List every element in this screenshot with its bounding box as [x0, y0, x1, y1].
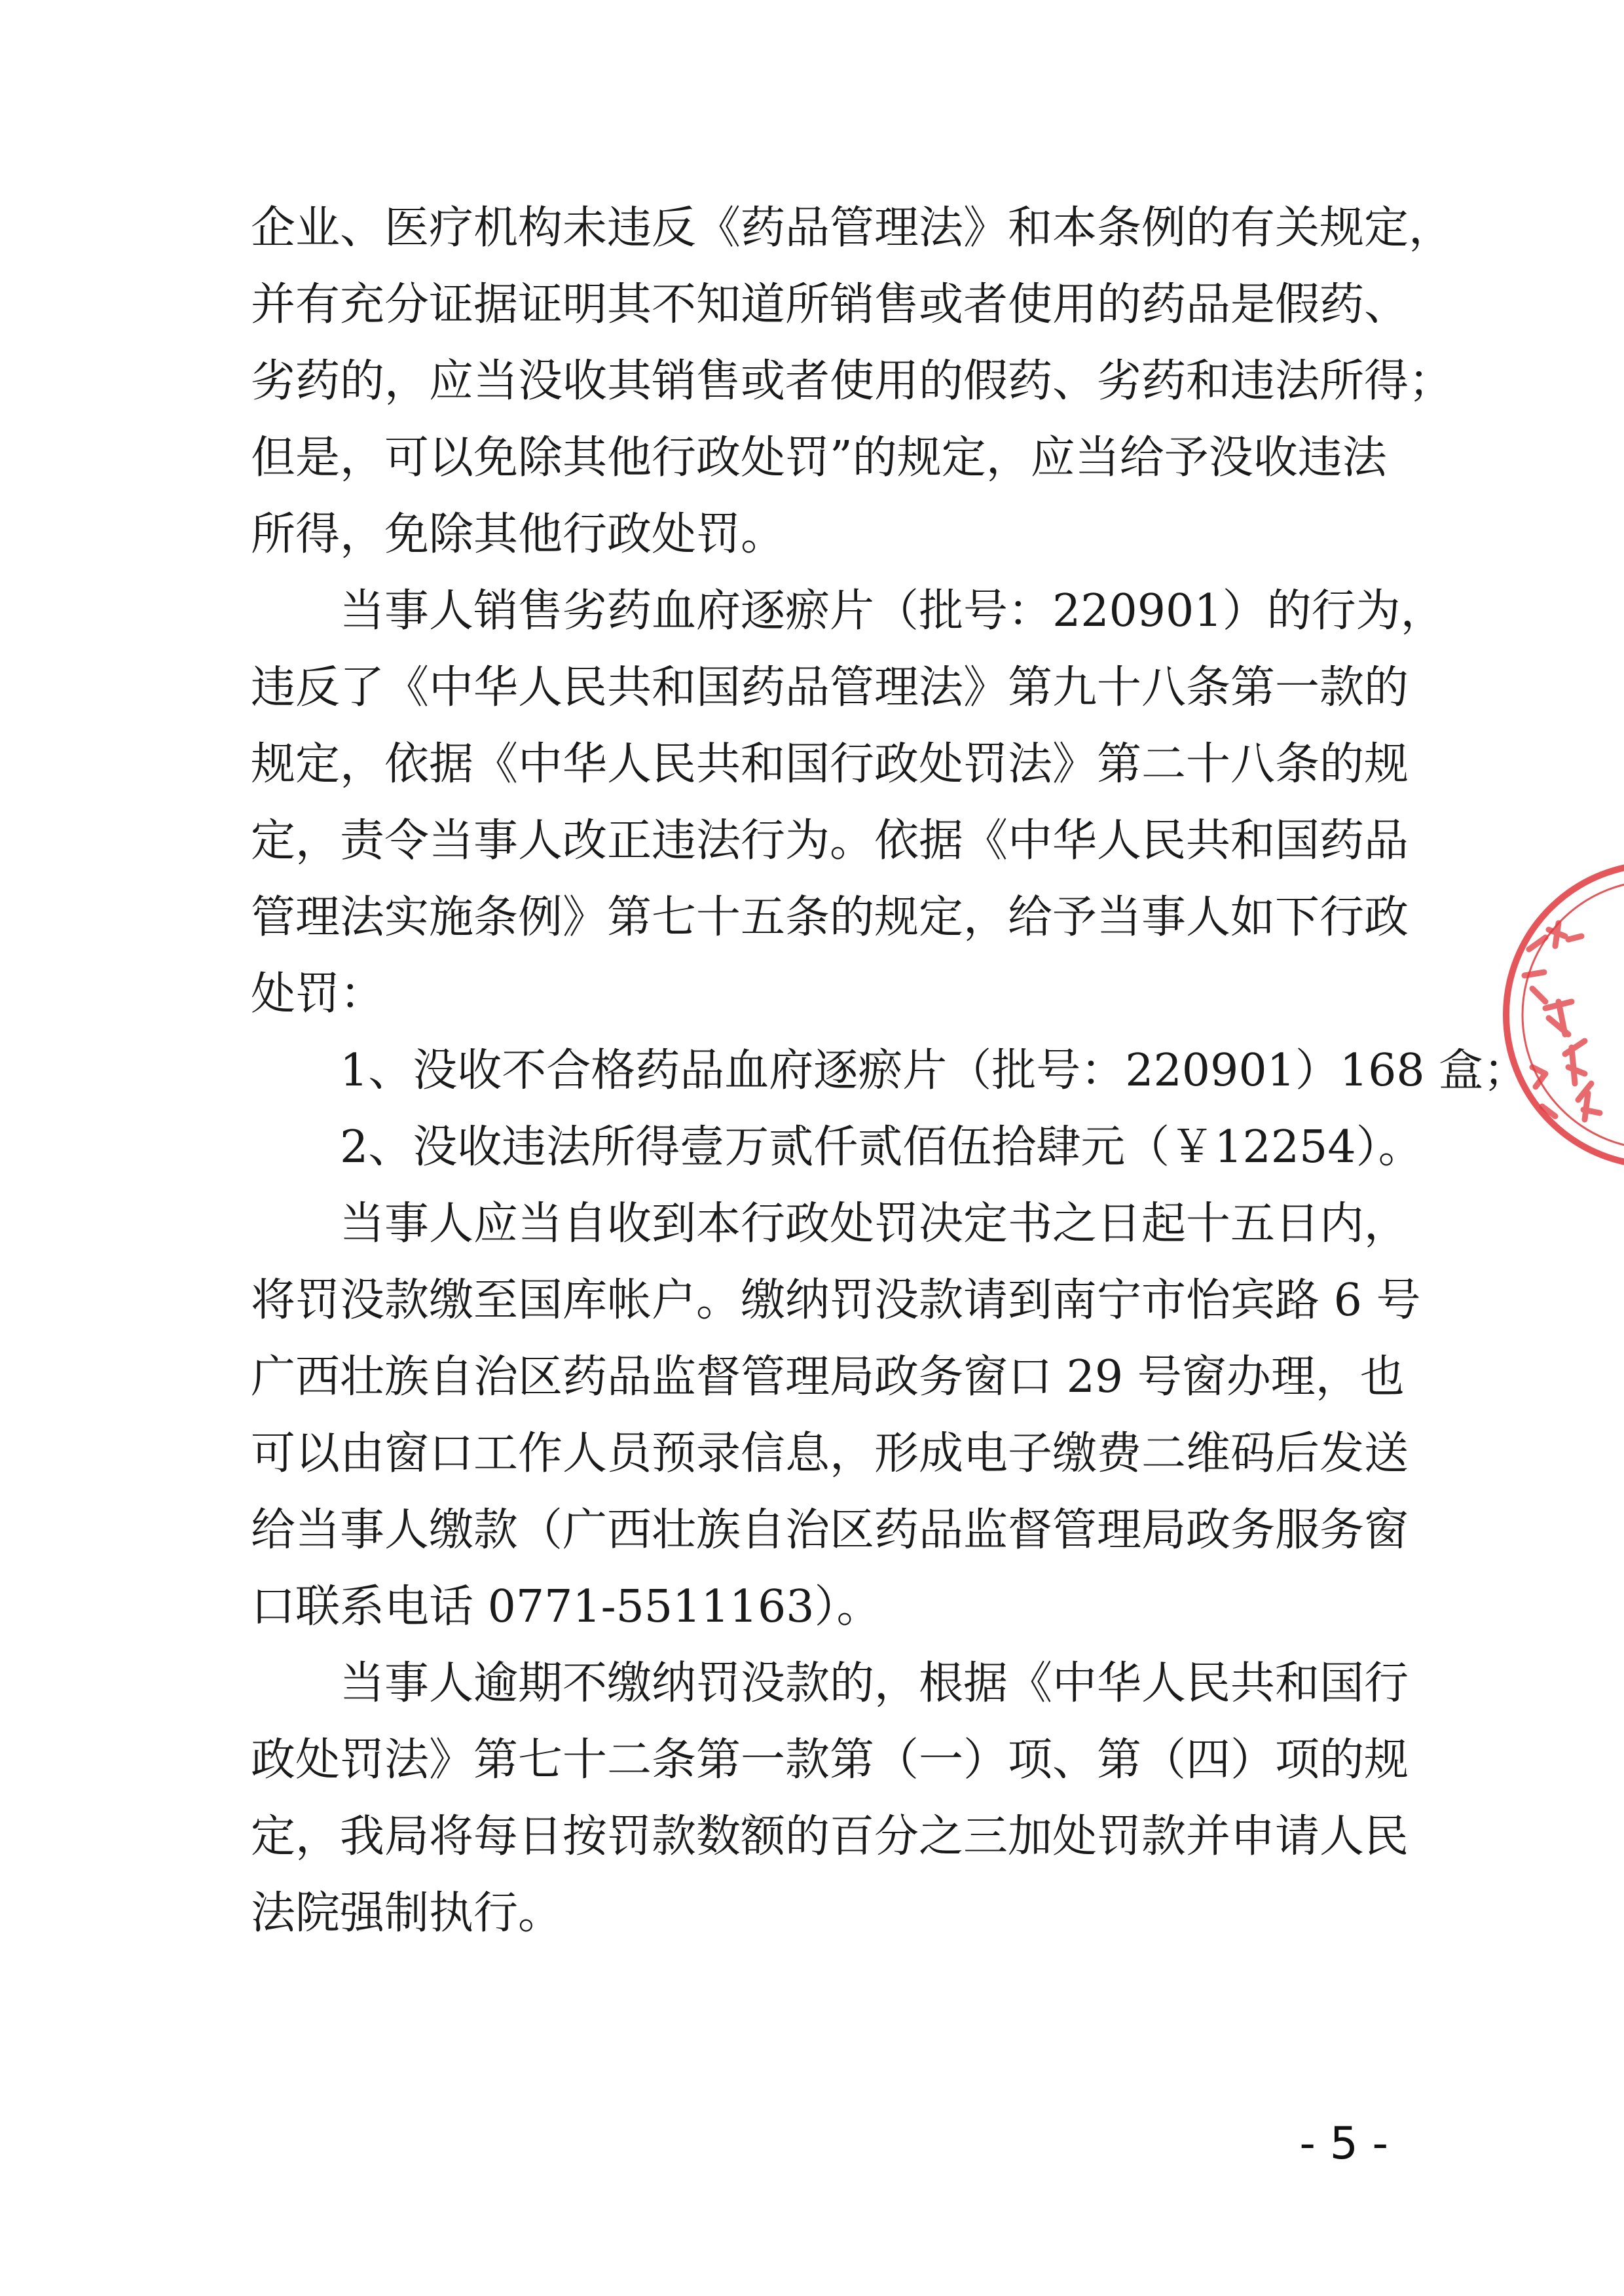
text-line: 规定，依据《中华人民共和国行政处罚法》第二十八条的规	[251, 738, 1409, 790]
text-line: 给当事人缴款（广西壮族自治区药品监督管理局政务服务窗	[251, 1504, 1409, 1556]
paragraph-start: 当事人销售劣药血府逐瘀片（批号：220901）的行为，	[340, 585, 1445, 637]
text-line: 但是，可以免除其他行政处罚”的规定，应当给予没收违法	[251, 432, 1387, 484]
text-line: 可以由窗口工作人员预录信息，形成电子缴费二维码后发送	[251, 1428, 1409, 1480]
text-line: 广西壮族自治区药品监督管理局政务窗口 29 号窗办理，也	[251, 1351, 1405, 1403]
text-line: 口联系电话 0771-5511163）。	[251, 1581, 881, 1633]
text-line: 将罚没款缴至国库帐户。缴纳罚没款请到南宁市怡宾路 6 号	[251, 1275, 1421, 1326]
body-text	[251, 190, 1528, 1952]
text-line: 所得，免除其他行政处罚。	[251, 509, 786, 560]
text-line: 企业、医疗机构未违反《药品管理法》和本条例的有关规定，	[251, 202, 1454, 254]
text-line: 法院强制执行。	[251, 1887, 563, 1939]
penalty-item-1: 1、没收不合格药品血府逐瘀片（批号：220901）168 盒；	[340, 1045, 1528, 1097]
text-line: 政处罚法》第七十二条第一款第（一）项、第（四）项的规	[251, 1734, 1409, 1786]
penalty-item-2: 2、没收违法所得壹万贰仟贰佰伍拾肆元（￥12254）。	[340, 1121, 1423, 1173]
paragraph-start: 当事人逾期不缴纳罚没款的，根据《中华人民共和国行	[340, 1658, 1409, 1709]
text-line: 并有充分证据证明其不知道所销售或者使用的药品是假药、	[251, 279, 1409, 331]
text-line: 定，我局将每日按罚款数额的百分之三加处罚款并申请人民	[251, 1811, 1409, 1863]
official-seal-fragment	[1467, 851, 1624, 1178]
seal-icon	[1467, 851, 1624, 1178]
text-line: 管理法实施条例》第七十五条的规定，给予当事人如下行政	[251, 892, 1409, 943]
paragraph-start: 当事人应当自收到本行政处罚决定书之日起十五日内，	[340, 1198, 1409, 1250]
text-line: 处罚：	[251, 968, 385, 1020]
text-line: 定，责令当事人改正违法行为。依据《中华人民共和国药品	[251, 815, 1409, 867]
text-line: 劣药的，应当没收其销售或者使用的假药、劣药和违法所得；	[251, 355, 1454, 407]
text-line: 违反了《中华人民共和国药品管理法》第九十八条第一款的	[251, 662, 1409, 714]
page-number: - 5 -	[1299, 2118, 1388, 2170]
